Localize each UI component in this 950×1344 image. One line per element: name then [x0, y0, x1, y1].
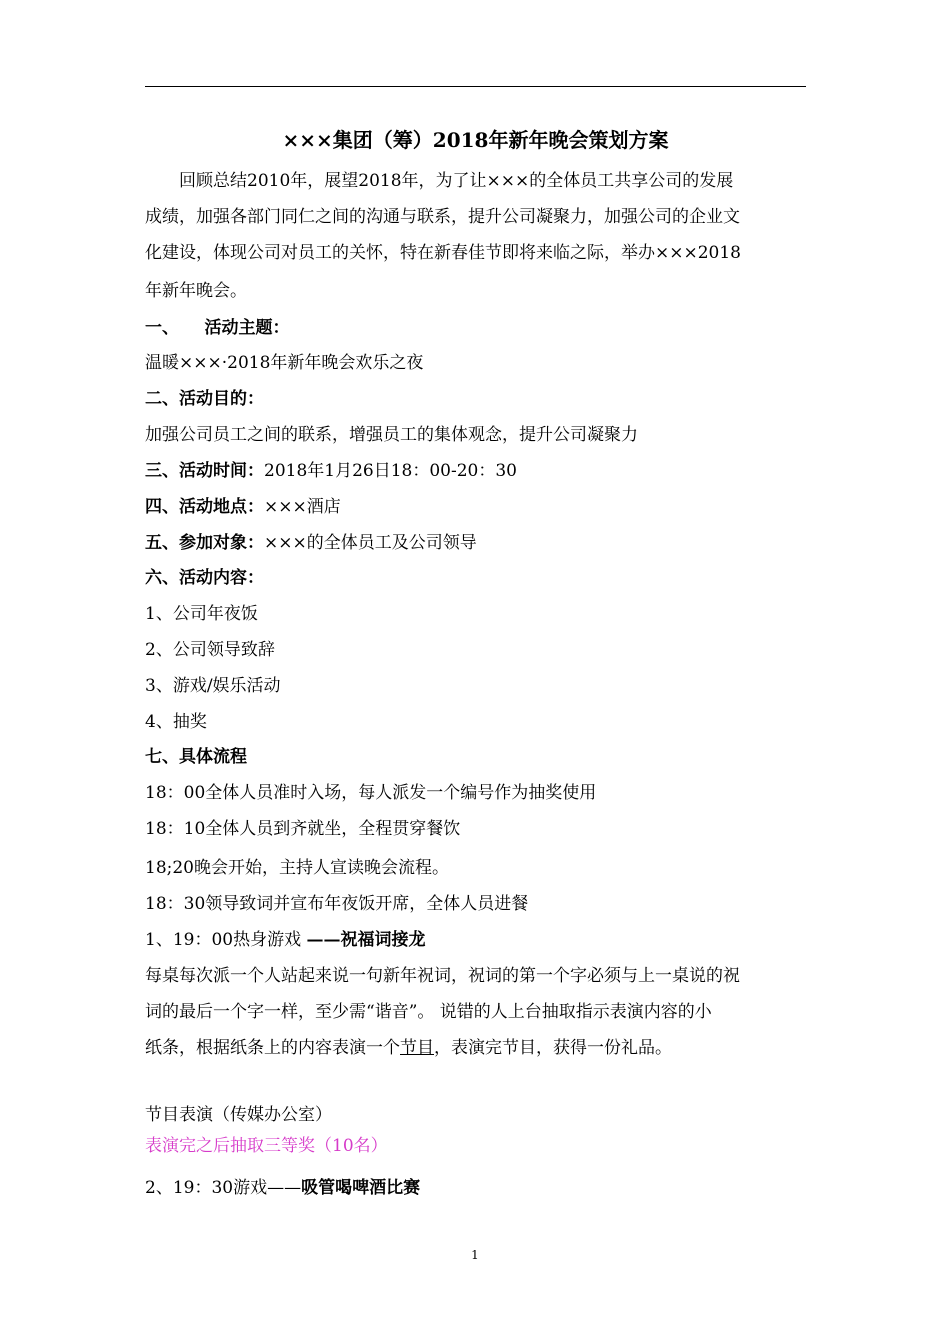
section-2-heading: 二、活动目的：: [145, 389, 264, 409]
section-6-heading: 六、活动内容：: [145, 568, 264, 588]
section-3-label: 三、活动时间：: [145, 461, 264, 481]
content-item-2: 2、公司领导致辞: [145, 640, 275, 660]
game-2-line: [145, 1177, 806, 1199]
schedule-item-3: 18;20晚会开始，主持人宣读晚会流程。: [145, 858, 449, 878]
section-4-value: ×××酒店: [264, 497, 341, 517]
page-number: 1: [471, 1248, 479, 1262]
section-4-line: [145, 496, 806, 518]
section-5-value: ×××的全体员工及公司领导: [264, 533, 477, 553]
intro-line-4: 年新年晚会。: [145, 281, 247, 301]
game-1-desc-before: 纸条，根据纸条上的内容表演一个: [145, 1038, 400, 1058]
section-7-heading: 七、具体流程: [145, 747, 247, 767]
schedule-item-1: 18：00全体人员准时入场，每人派发一个编号作为抽奖使用: [145, 783, 597, 803]
game-1-desc-after: ，表演完节目，获得一份礼品。: [434, 1038, 672, 1058]
game-1-desc-line-1: 每桌每次派一个人站起来说一句新年祝词，祝词的第一个字必须与上一桌说的祝: [145, 966, 740, 986]
content-item-3: 3、游戏/娱乐活动: [145, 676, 281, 696]
intro-line-1: 回顾总结2010年，展望2018年，为了让×××的全体员工共享公司的发展: [145, 171, 734, 191]
game-1-name: ——祝福词接龙: [306, 930, 426, 950]
performance-line: 节目表演（传媒办公室）: [145, 1105, 332, 1125]
game-1-prefix: 1、19：00热身游戏: [145, 930, 307, 950]
document-title: ×××集团（筹）2018年新年晚会策划方案: [282, 128, 669, 152]
section-5-line: [145, 532, 806, 554]
intro-line-3: 化建设，体现公司对员工的关怀，特在新春佳节即将来临之际，举办×××2018: [145, 243, 741, 263]
header-rule: [145, 86, 806, 87]
game-1-desc-line-2: 词的最后一个字一样，至少需“谐音”。 说错的人上台抽取指示表演内容的小: [145, 1002, 712, 1022]
intro-line-2: 成绩，加强各部门同仁之间的沟通与联系，提升公司凝聚力，加强公司的企业文: [145, 207, 740, 227]
schedule-item-2: 18：10全体人员到齐就坐，全程贯穿餐饮: [145, 819, 461, 839]
game-2-name: 吸管喝啤酒比赛: [301, 1178, 421, 1198]
section-1-text: 温暖×××·2018年新年晚会欢乐之夜: [145, 353, 424, 373]
game-1-line: [145, 929, 806, 951]
section-5-label: 五、参加对象：: [145, 533, 264, 553]
content-item-4: 4、抽奖: [145, 712, 207, 732]
program-link: 节目: [400, 1038, 434, 1058]
section-4-label: 四、活动地点：: [145, 497, 264, 517]
section-1-heading: 一、 活动主题：: [145, 318, 290, 338]
section-2-text: 加强公司员工之间的联系，增强员工的集体观念，提升公司凝聚力: [145, 425, 638, 445]
prize-note: 表演完之后抽取三等奖（10名）: [145, 1136, 388, 1156]
content-item-1: 1、公司年夜饭: [145, 604, 258, 624]
section-3-line: [145, 460, 806, 482]
game-2-prefix: 2、19：30游戏——: [145, 1178, 302, 1198]
schedule-item-4: 18：30领导致词并宣布年夜饭开席，全体人员进餐: [145, 894, 529, 914]
section-3-value: 2018年1月26日18：00-20：30: [264, 461, 517, 481]
game-1-desc-line-3: [145, 1037, 806, 1059]
